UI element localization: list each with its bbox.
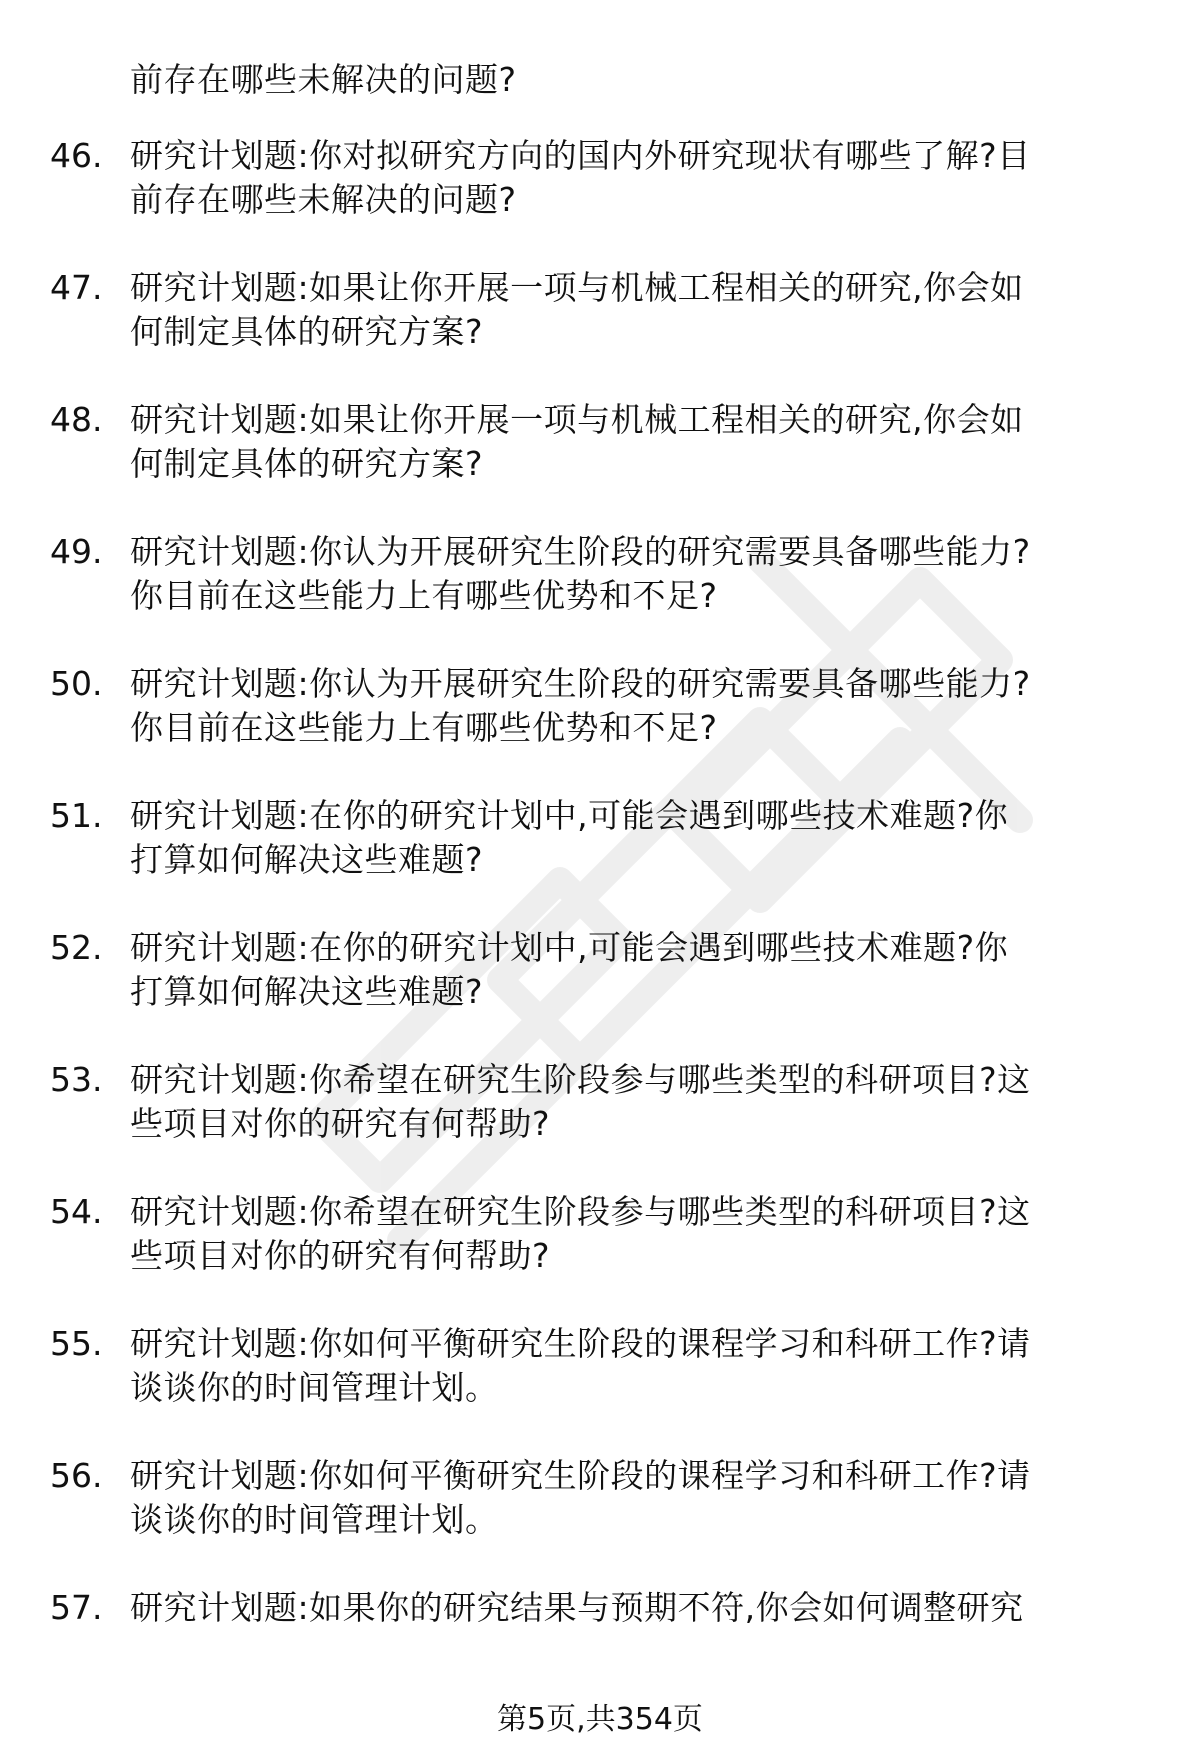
item-text-line1: 研究计划题:你如何平衡研究生阶段的课程学习和科研工作?请	[130, 1456, 1031, 1495]
item-text-line2: 些项目对你的研究有何帮助?	[130, 1236, 551, 1275]
item-number: 46.	[50, 136, 103, 175]
item-text-line2: 打算如何解决这些难题?	[130, 840, 484, 879]
item-text-line2: 谈谈你的时间管理计划。	[130, 1500, 499, 1539]
item-text-line1: 研究计划题:你认为开展研究生阶段的研究需要具备哪些能力?	[130, 664, 1031, 703]
item-text-line1: 研究计划题:在你的研究计划中,可能会遇到哪些技术难题?你	[130, 928, 1009, 967]
item-text-line2: 些项目对你的研究有何帮助?	[130, 1104, 551, 1143]
item-text-line1: 研究计划题:你对拟研究方向的国内外研究现状有哪些了解?目	[130, 136, 1031, 175]
item-text-line2: 打算如何解决这些难题?	[130, 972, 484, 1011]
page-number-footer: 第5页,共354页	[497, 1702, 703, 1737]
item-text-line1: 研究计划题:如果让你开展一项与机械工程相关的研究,你会如	[130, 400, 1024, 439]
continuation-line: 前存在哪些未解决的问题?	[130, 60, 517, 99]
item-text-line1: 研究计划题:你希望在研究生阶段参与哪些类型的科研项目?这	[130, 1192, 1031, 1231]
item-text-line1: 研究计划题:你希望在研究生阶段参与哪些类型的科研项目?这	[130, 1060, 1031, 1099]
item-text-line2: 何制定具体的研究方案?	[130, 312, 484, 351]
item-number: 53.	[50, 1060, 103, 1099]
item-number: 56.	[50, 1456, 103, 1495]
item-text-line2: 你目前在这些能力上有哪些优势和不足?	[130, 708, 718, 747]
item-number: 50.	[50, 664, 103, 703]
item-text-line2: 你目前在这些能力上有哪些优势和不足?	[130, 576, 718, 615]
item-text-line2: 前存在哪些未解决的问题?	[130, 180, 517, 219]
item-text-line2: 谈谈你的时间管理计划。	[130, 1368, 499, 1407]
item-text-line2: 何制定具体的研究方案?	[130, 444, 484, 483]
item-text-line1: 研究计划题:你如何平衡研究生阶段的课程学习和科研工作?请	[130, 1324, 1031, 1363]
item-number: 52.	[50, 928, 103, 967]
item-text-line1: 研究计划题:如果你的研究结果与预期不符,你会如何调整研究	[130, 1588, 1024, 1627]
item-text-line1: 研究计划题:如果让你开展一项与机械工程相关的研究,你会如	[130, 268, 1024, 307]
item-number: 48.	[50, 400, 103, 439]
item-number: 47.	[50, 268, 103, 307]
item-number: 49.	[50, 532, 103, 571]
item-number: 51.	[50, 796, 103, 835]
item-text-line1: 研究计划题:你认为开展研究生阶段的研究需要具备哪些能力?	[130, 532, 1031, 571]
item-number: 57.	[50, 1588, 103, 1627]
item-number: 55.	[50, 1324, 103, 1363]
item-number: 54.	[50, 1192, 103, 1231]
item-text-line1: 研究计划题:在你的研究计划中,可能会遇到哪些技术难题?你	[130, 796, 1009, 835]
